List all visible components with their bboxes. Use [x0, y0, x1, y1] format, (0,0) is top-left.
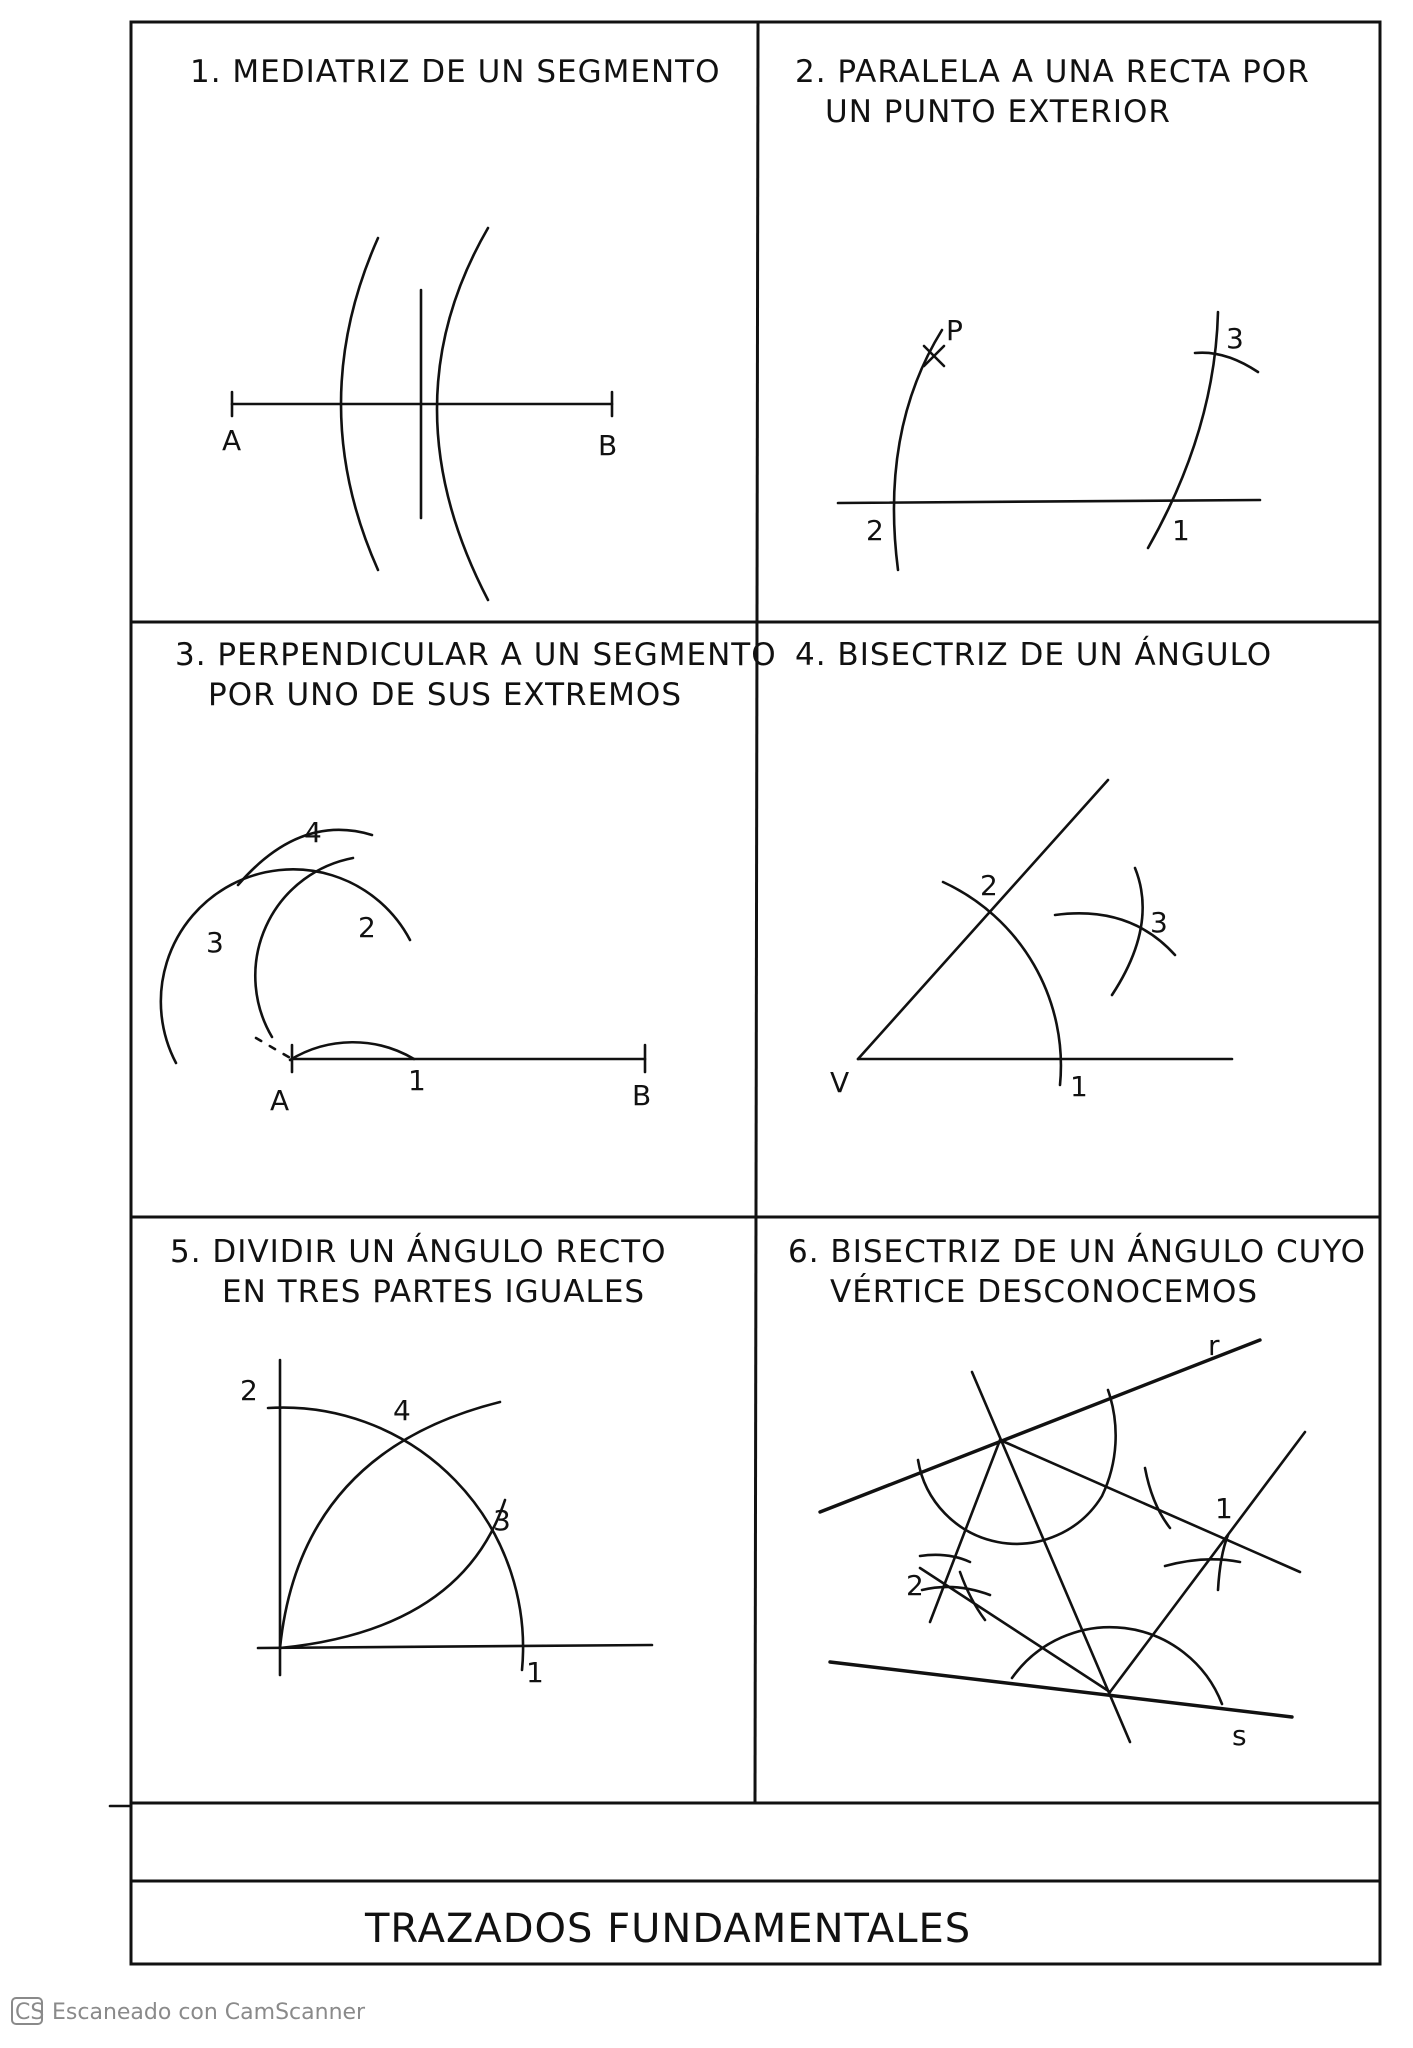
camscanner-watermark	[12, 1998, 366, 2025]
compass-arc-from-1	[280, 1402, 500, 1648]
panel-title-line-1: 2. PARALELA A UNA RECTA POR	[795, 54, 1310, 90]
point-label-1: 1	[408, 1064, 426, 1097]
bisector-from-r	[1000, 1440, 1300, 1572]
panel-paralela	[795, 54, 1310, 570]
camscanner-logo-text: CS	[15, 2000, 45, 2025]
point-label-1: 1	[1070, 1070, 1088, 1103]
compass-arc-from-2	[255, 858, 353, 1037]
line-s	[830, 1662, 1292, 1717]
point-label-2: 2	[866, 514, 884, 547]
point-label-3: 3	[1226, 322, 1244, 355]
panel-mediatriz	[190, 54, 720, 600]
transversal	[972, 1372, 1130, 1742]
point-label-1: 1	[1215, 1492, 1233, 1525]
watermark-text: Escaneado con CamScanner	[52, 2000, 366, 2025]
point-label-1: 1	[1172, 514, 1190, 547]
compass-arc-from-a	[290, 1042, 414, 1060]
line-label-r: r	[1208, 1329, 1220, 1362]
point-label-b: B	[598, 429, 618, 462]
compass-arc-right	[1148, 312, 1218, 548]
compass-arc-from-1	[161, 869, 410, 1063]
line-label-s: s	[1232, 1719, 1247, 1752]
point-label-4: 4	[304, 816, 322, 849]
panel-dividir-angulo	[170, 1234, 667, 1689]
panel-title-line-1: 6. BISECTRIZ DE UN ÁNGULO CUYO	[788, 1234, 1367, 1270]
angle-side-oblique	[858, 780, 1108, 1059]
worksheet-grid	[110, 22, 1380, 1964]
panel-title: 1. MEDIATRIZ DE UN SEGMENTO	[190, 54, 721, 90]
point-label-2: 2	[358, 911, 376, 944]
panel-perpendicular	[161, 637, 777, 1117]
panel-title-line-2: POR UNO DE SUS EXTREMOS	[208, 677, 682, 713]
compass-arc-r-vertex	[918, 1390, 1116, 1544]
segment-ab	[292, 1045, 645, 1072]
point-label-1: 1	[526, 1656, 544, 1689]
point-label-3: 3	[1150, 906, 1168, 939]
panel-bisectriz	[795, 637, 1272, 1103]
point-label-a: A	[222, 424, 242, 457]
point-label-p: P	[946, 314, 963, 347]
point-label-2: 2	[240, 1374, 258, 1407]
compass-arc-right	[437, 228, 488, 600]
panel-title-line-2: UN PUNTO EXTERIOR	[825, 94, 1171, 130]
perpendicular-dashed	[256, 1038, 292, 1059]
compass-arc-from-2	[280, 1500, 505, 1648]
point-label-2: 2	[980, 869, 998, 902]
point-label-4: 4	[393, 1394, 411, 1427]
panel-bisectriz-vertice	[788, 1234, 1366, 1752]
point-label-a: A	[270, 1084, 290, 1117]
panel-title-line-2: EN TRES PARTES IGUALES	[222, 1274, 646, 1310]
compass-arc-mark-3	[1195, 353, 1258, 372]
line-r	[820, 1340, 1260, 1512]
compass-arc-from-v	[943, 882, 1061, 1085]
panel-title: 4. BISECTRIZ DE UN ÁNGULO	[795, 637, 1273, 673]
base-line	[838, 500, 1260, 503]
compass-arc-through-p	[894, 330, 942, 570]
panel-title-line-1: 5. DIVIDIR UN ÁNGULO RECTO	[170, 1234, 667, 1270]
axis-horizontal	[258, 1645, 652, 1648]
point-label-2: 2	[906, 1569, 924, 1602]
panel-title-line-1: 3. PERPENDICULAR A UN SEGMENTO	[175, 637, 777, 673]
point-label-b: B	[632, 1079, 652, 1112]
compass-arc-mark-3	[1112, 868, 1143, 995]
cross-marks	[920, 1468, 1240, 1620]
point-label-3: 3	[206, 926, 224, 959]
panel-title-line-2: VÉRTICE DESCONOCEMOS	[830, 1274, 1259, 1310]
sheet-title: TRAZADOS FUNDAMENTALES	[365, 1906, 972, 1952]
compass-arc-s-vertex	[1012, 1627, 1222, 1704]
point-label-3: 3	[493, 1504, 511, 1537]
vertex-label-v: V	[830, 1066, 850, 1099]
